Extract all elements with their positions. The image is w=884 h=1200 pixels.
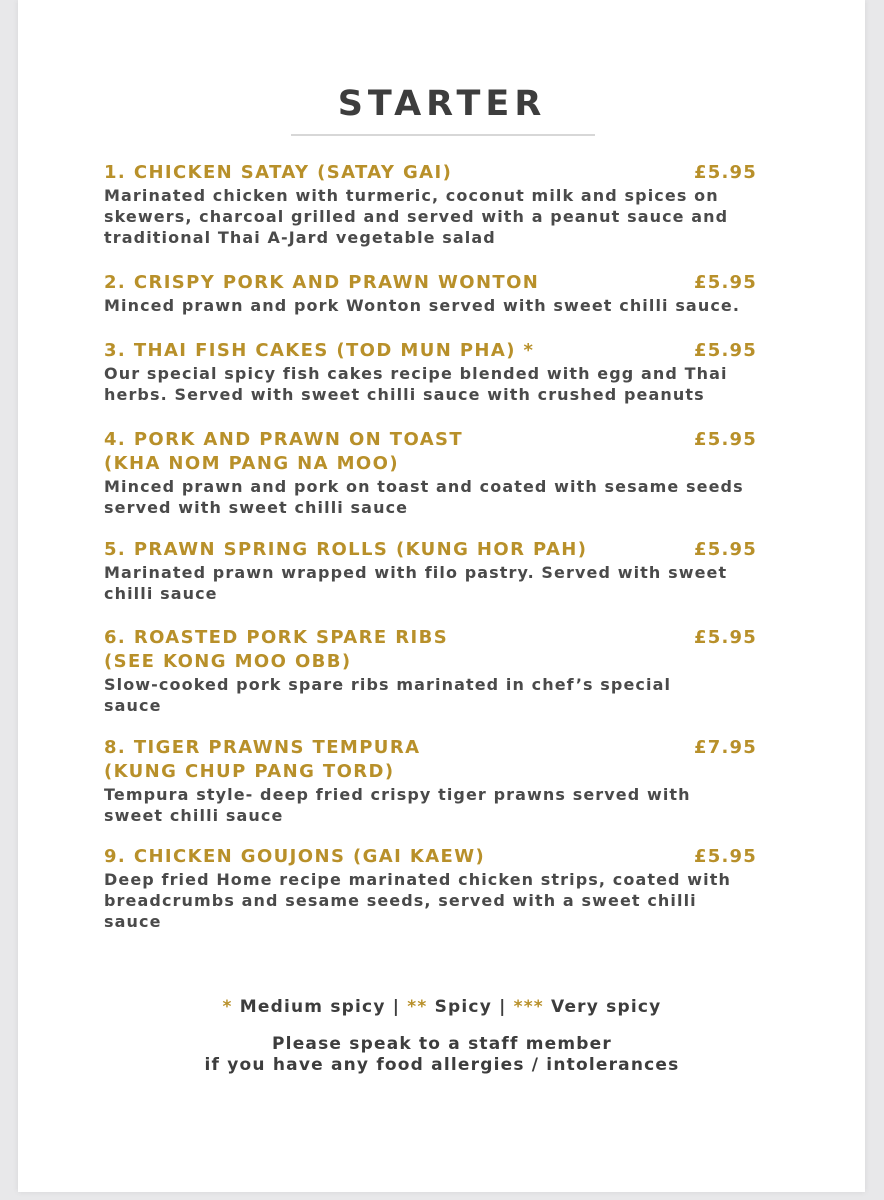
item-price: £5.95 (694, 429, 757, 450)
item-name: 2. CRISPY PORK AND PRAWN WONTON (104, 272, 540, 293)
item-name: 1. CHICKEN SATAY (SATAY GAI) (104, 162, 453, 183)
allergy-note: Please speak to a staff member if you have any food allergies / intolerances (204, 1034, 680, 1075)
item-name: 9. CHICKEN GOUJONS (GAI KAEW) (104, 846, 486, 867)
item-price: £5.95 (694, 539, 757, 560)
item-price: £5.95 (694, 272, 757, 293)
item-price: £5.95 (694, 627, 757, 648)
item-name: 8. TIGER PRAWNS TEMPURA (KUNG CHUP PANG TORD) (104, 737, 421, 782)
menu-item (104, 845, 784, 932)
menu-item (104, 538, 784, 604)
item-price: £7.95 (694, 737, 757, 758)
item-price: £5.95 (694, 340, 757, 361)
item-description: Deep fried Home recipe marinated chicken strips, coated with breadcrumbs and sesame seeds, served with a sweet chilli sauce (104, 870, 731, 931)
item-description: Marinated chicken with turmeric, coconut milk and spices on skewers, charcoal grilled and served with a peanut sauce and traditional Thai A-Jard vegetable salad (104, 186, 729, 247)
medium-spicy-star: * (222, 997, 233, 1017)
item-description: Minced prawn and pork Wonton served with sweet chilli sauce. (104, 296, 741, 315)
very-spicy-star: *** (513, 997, 544, 1017)
very-spicy-label: Very spicy (543, 997, 662, 1017)
item-name: 3. THAI FISH CAKES (TOD MUN PHA) * (104, 340, 535, 361)
item-name: 5. PRAWN SPRING ROLLS (KUNG HOR PAH) (104, 539, 588, 560)
menu-item (104, 339, 784, 405)
medium-spicy-label: Medium spicy | (232, 997, 408, 1017)
item-description: Our special spicy fish cakes recipe blended with egg and Thai herbs. Served with sweet chilli sauce with crushed peanuts (104, 364, 728, 404)
item-name: 4. PORK AND PRAWN ON TOAST (KHA NOM PANG NA MOO) (104, 429, 464, 474)
item-description: Marinated prawn wrapped with filo pastry. Served with sweet chilli sauce (104, 563, 728, 603)
menu-item (104, 428, 784, 518)
menu-item (104, 161, 784, 248)
spice-legend (0, 997, 884, 1017)
menu-item (104, 271, 784, 316)
item-description: Tempura style- deep fried crispy tiger prawns served with sweet chilli sauce (104, 785, 691, 825)
item-description: Slow-cooked pork spare ribs marinated in chef’s special sauce (104, 675, 672, 715)
item-price: £5.95 (694, 846, 757, 867)
spicy-star: ** (407, 997, 428, 1017)
title-divider (291, 134, 595, 136)
page-title: STARTER (337, 84, 547, 124)
item-name: 6. ROASTED PORK SPARE RIBS (SEE KONG MOO OBB) (104, 627, 449, 672)
menu-item (104, 736, 784, 826)
menu-item (104, 626, 784, 716)
item-description: Minced prawn and pork on toast and coated with sesame seeds served with sweet chilli sauce (104, 477, 744, 517)
spicy-label: Spicy | (427, 997, 514, 1017)
item-price: £5.95 (694, 162, 757, 183)
